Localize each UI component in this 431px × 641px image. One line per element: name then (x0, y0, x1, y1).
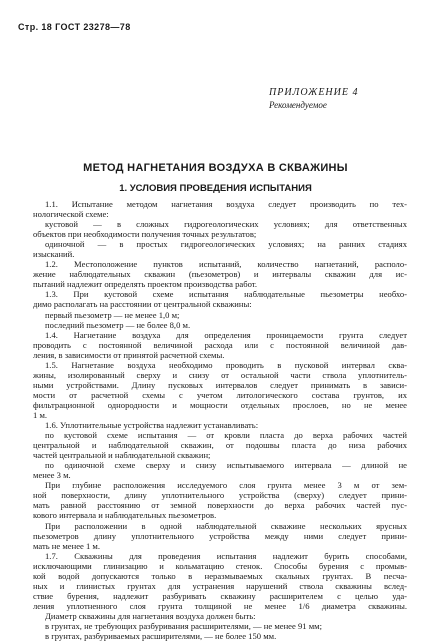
text-line: по кустовой схеме испытания — от кровли пласта до верха рабочих частей (45, 430, 407, 441)
text-line: 1.1. Испытание методом нагнетания воздуха следует производить по тех- (45, 199, 407, 209)
appendix-note: Рекомендуемое (269, 100, 327, 110)
appendix-block (269, 86, 409, 111)
text-line: 1.3. При кустовой схеме испытания наблюдательные пьезометры необхо- (45, 289, 407, 300)
text-line: 1.2. Местоположение пунктов испытаний, количество нагнетаний, располо- (45, 259, 407, 270)
text-line: объектов при необходимости получения точных результатов; (33, 229, 257, 240)
text-line: 1.4. Нагнетание воздуха для определения проницаемости грунта следует (45, 329, 407, 340)
text-line: первый пьезометр — не менее 1,0 м; (45, 309, 180, 320)
text-line: по одиночной схеме сверху и снизу испытываемого интервала — длиной не (45, 460, 407, 471)
text-line: частей центральной и наблюдательной скважин; (33, 450, 211, 461)
text-line: ления уплотненного слоя грунта толщиной не менее 1/6 диаметра скважины. (33, 600, 407, 611)
text-line: последний пьезометр — не более 8,0 м. (45, 319, 191, 330)
text-line: центральной и наблюдательной скважин, от подошвы пласта до низа рабочих (33, 440, 407, 451)
text-line: димо располагать на расстоянии от центральной скважины: (33, 299, 252, 310)
text-line: ными устройствами. Длину пусковых интервалов следует принимать в зависи- (33, 379, 407, 390)
text-line: кового интервала и наблюдательных пьезометров. (33, 510, 217, 521)
text-line: пытаний надлежит определять проектом производства работ. (33, 279, 258, 290)
text-line: Диаметр скважины для нагнетания воздуха должен быть: (45, 610, 256, 621)
text-line: 1.5. Нагнетание воздуха необходимо проводить в пусковой интервал сква- (45, 359, 407, 370)
text-line: ления, в зависимости от принятой расчетной схемы. (33, 349, 225, 360)
text-line: При глубине расположения исследуемого слоя грунта менее 3 м от зем- (45, 480, 407, 491)
text-line: нологической схеме: (33, 209, 109, 220)
text-line: проводить с постоянной величиной расхода или с постоянной величиной дав- (33, 339, 407, 350)
section-heading: 1. УСЛОВИЯ ПРОВЕДЕНИЯ ИСПЫТАНИЯ (119, 183, 312, 194)
text-line: мости от расчетной схемы с учетом литологического состава грунтов, их (33, 389, 407, 400)
body-text (33, 199, 407, 641)
text-line: кой водой допускаются только в неразмываемых скальных грунтах. В песча- (33, 570, 407, 581)
text-line: 1.6. Уплотнительные устройства надлежит устанавливать: (45, 420, 259, 431)
text-line: При расположении в одной наблюдательной скважине нескольких ярусных (45, 520, 407, 531)
text-line: в грунтах, разбуриваемых расширителями, — не более 150 мм. (45, 631, 277, 641)
text-line: фильтрационной однородности и мощности отдельных прослоев, но не менее (33, 399, 407, 410)
text-line: одиночной — в простых гидрогеологических условиях; на ранних стадиях (45, 239, 407, 250)
text-line: исключающими глинизацию и кольматацию стенок. Способы бурения с промыв- (33, 560, 407, 571)
text-line: ных и глинистых грунтах для устранения нарушений ствола скважины вслед- (33, 580, 407, 591)
text-line: кустовой — в сложных гидрогеологических условиях; для ответственных (45, 219, 407, 230)
text-line: менее 3 м. (33, 470, 71, 481)
page-header: Стр. 18 ГОСТ 23278—78 (18, 22, 131, 32)
text-line: мать равной расстоянию от земной поверхности до верха рабочих частей пус- (33, 500, 407, 511)
text-line: пьезометров длину уплотнительного устройства между ними следует прини- (33, 530, 407, 541)
text-line: ной поверхности, длину уплотнительного устройства (сверху) следует прини- (33, 490, 407, 501)
text-line: 1 м. (33, 409, 48, 420)
text-line: жины, изолированный сверху и снизу от остальной части ствола уплотнитель- (33, 369, 407, 380)
text-line: мать не менее 1 м. (33, 540, 101, 551)
text-line: жение наблюдательных скважин (пьезометров) и интервалы скважин для ис- (33, 269, 407, 280)
document-title: МЕТОД НАГНЕТАНИЯ ВОЗДУХА В СКВАЖИНЫ (83, 162, 348, 174)
text-line: ствие бурения, надлежит разбуривать скважину расширителем с целью уда- (33, 590, 407, 601)
text-line: изысканий. (33, 249, 75, 260)
text-line: 1.7. Скважины для проведения испытания надлежит бурить способами, (45, 550, 407, 561)
appendix-title: ПРИЛОЖЕНИЕ 4 (269, 87, 359, 98)
text-line: в грунтах, не требующих разбуривания расширителями, — не менее 91 мм; (45, 620, 322, 631)
